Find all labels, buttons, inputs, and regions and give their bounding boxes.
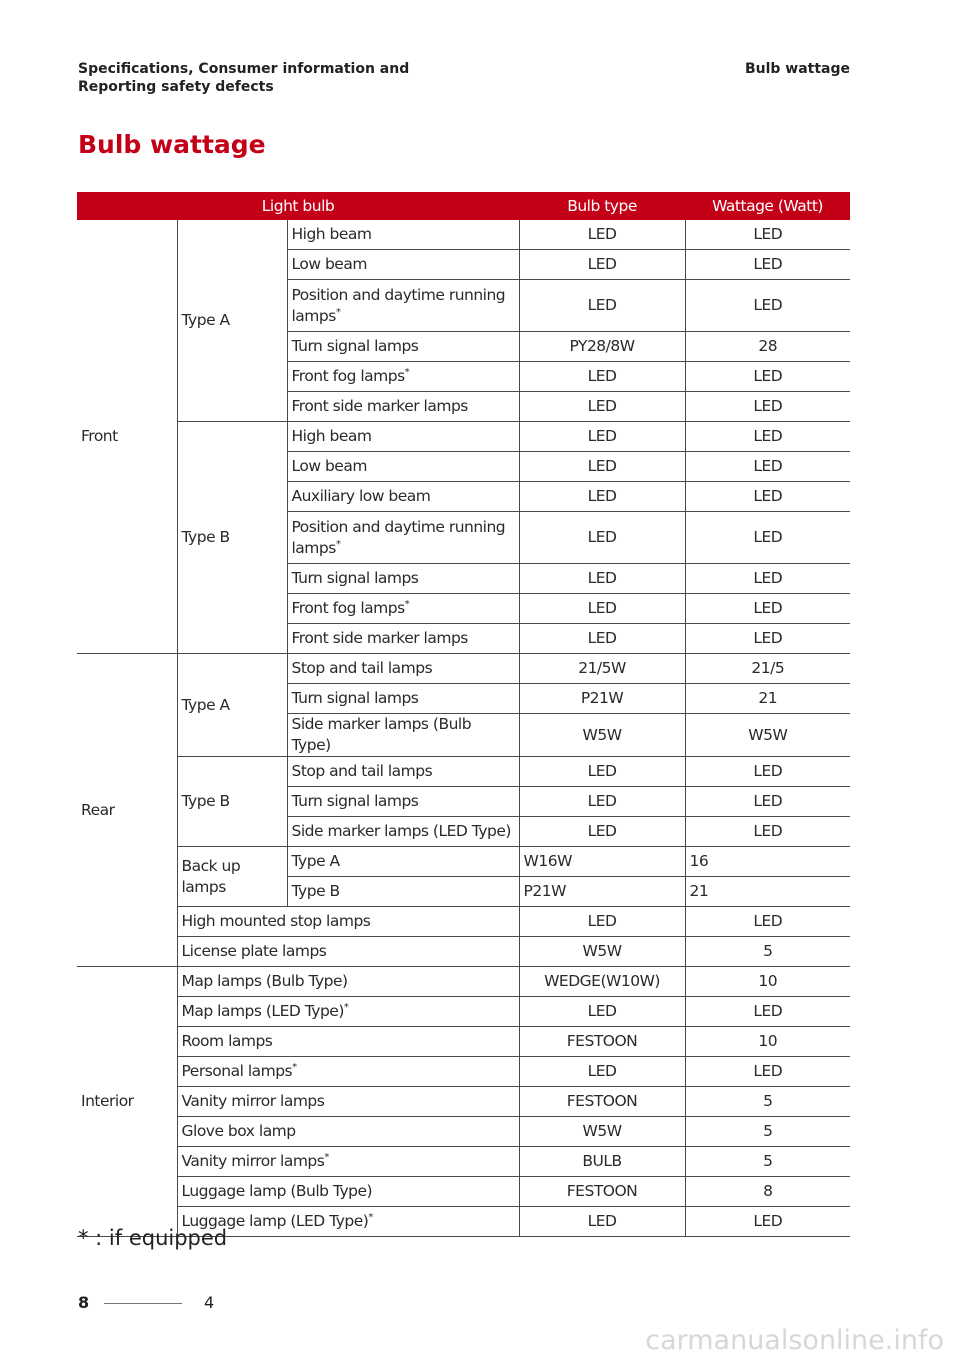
cell-item-text: Position and daytime running lamps — [291, 517, 506, 557]
running-header-line-1: Specifications, Consumer information and — [78, 61, 410, 77]
subgroup-rear-back-up-lamps: Back up lamps — [177, 847, 287, 907]
running-header-line-2: Reporting safety defects — [78, 79, 274, 95]
cell-item: Front side marker lamps — [287, 392, 519, 422]
cell-bulb-type: PY28/8W — [519, 332, 685, 362]
cell-item: Turn signal lamps — [287, 332, 519, 362]
cell-wattage: LED — [685, 392, 850, 422]
cell-wattage: LED — [685, 787, 850, 817]
bulb-wattage-table — [77, 192, 850, 1237]
cell-item — [287, 362, 519, 392]
cell-wattage: 5 — [685, 1117, 850, 1147]
cell-item: Type A — [287, 847, 519, 877]
cell-wattage: 16 — [685, 847, 850, 877]
cell-bulb-type: LED — [519, 907, 685, 937]
cell-item — [287, 512, 519, 564]
cell-wattage: 21 — [685, 877, 850, 907]
cell-bulb-type: LED — [519, 280, 685, 332]
cell-item — [287, 594, 519, 624]
cell-item: Turn signal lamps — [287, 564, 519, 594]
cell-bulb-type: LED — [519, 997, 685, 1027]
cell-bulb-type: LED — [519, 512, 685, 564]
cell-item: Turn signal lamps — [287, 684, 519, 714]
cell-item: Low beam — [287, 250, 519, 280]
cell-wattage: LED — [685, 220, 850, 250]
group-interior: Interior — [77, 967, 177, 1237]
cell-bulb-type: FESTOON — [519, 1177, 685, 1207]
equipped-asterisk: * — [324, 1151, 329, 1163]
footnote-if-equipped: * : if equipped — [78, 1226, 228, 1250]
cell-item: Turn signal lamps — [287, 787, 519, 817]
cell-item-text: Luggage lamp (LED Type) — [181, 1212, 369, 1230]
cell-wattage: 5 — [685, 1087, 850, 1117]
cell-item — [177, 1207, 519, 1237]
cell-item: Side marker lamps (LED Type) — [287, 817, 519, 847]
table-row — [77, 1087, 850, 1117]
cell-bulb-type: FESTOON — [519, 1027, 685, 1057]
cell-wattage: 10 — [685, 1027, 850, 1057]
table-row — [77, 1177, 850, 1207]
cell-wattage: LED — [685, 564, 850, 594]
page-title: Bulb wattage — [78, 130, 266, 159]
cell-wattage: 28 — [685, 332, 850, 362]
cell-wattage: LED — [685, 250, 850, 280]
cell-bulb-type: W5W — [519, 937, 685, 967]
cell-bulb-type: LED — [519, 564, 685, 594]
cell-bulb-type: LED — [519, 787, 685, 817]
cell-item-text: Front fog lamps — [291, 599, 405, 617]
table-row — [77, 907, 850, 937]
cell-bulb-type: LED — [519, 452, 685, 482]
cell-item: Stop and tail lamps — [287, 654, 519, 684]
cell-item-text: Position and daytime running lamps — [291, 285, 506, 325]
subgroup-front-type-a: Type A — [177, 220, 287, 422]
cell-item-text: Vanity mirror lamps — [181, 1152, 325, 1170]
cell-item — [287, 280, 519, 332]
cell-item: Vanity mirror lamps — [177, 1087, 519, 1117]
equipped-asterisk: * — [335, 538, 341, 550]
cell-item: High mounted stop lamps — [177, 907, 519, 937]
cell-item — [177, 1057, 519, 1087]
running-header-chapter — [78, 60, 409, 96]
page-number: 4 — [204, 1293, 215, 1312]
cell-item-text: Personal lamps — [181, 1062, 293, 1080]
table-row — [77, 757, 850, 787]
table-row — [77, 220, 850, 250]
cell-item: Auxiliary low beam — [287, 482, 519, 512]
cell-wattage: LED — [685, 624, 850, 654]
table-row — [77, 654, 850, 684]
cell-wattage: 21 — [685, 684, 850, 714]
table-row — [77, 1147, 850, 1177]
cell-wattage: LED — [685, 907, 850, 937]
cell-bulb-type: FESTOON — [519, 1087, 685, 1117]
table-row — [77, 1057, 850, 1087]
equipped-asterisk: * — [292, 1061, 297, 1073]
cell-wattage: 5 — [685, 937, 850, 967]
table-row — [77, 967, 850, 997]
cell-bulb-type: LED — [519, 362, 685, 392]
equipped-asterisk: * — [404, 366, 410, 378]
cell-item: Front side marker lamps — [287, 624, 519, 654]
subgroup-front-type-b: Type B — [177, 422, 287, 654]
cell-bulb-type: LED — [519, 1207, 685, 1237]
cell-wattage: LED — [685, 594, 850, 624]
cell-item-text: Map lamps (LED Type) — [181, 1002, 344, 1020]
cell-item-text: Front fog lamps — [291, 367, 405, 385]
col-header-wattage: Wattage (Watt) — [685, 192, 850, 220]
cell-wattage: LED — [685, 422, 850, 452]
cell-bulb-type: P21W — [519, 684, 685, 714]
cell-bulb-type: LED — [519, 817, 685, 847]
cell-wattage: LED — [685, 757, 850, 787]
cell-item: High beam — [287, 220, 519, 250]
cell-item: License plate lamps — [177, 937, 519, 967]
cell-wattage: LED — [685, 1057, 850, 1087]
cell-bulb-type: LED — [519, 624, 685, 654]
table-row — [77, 997, 850, 1027]
cell-bulb-type: 21/5W — [519, 654, 685, 684]
cell-wattage: LED — [685, 997, 850, 1027]
page-number-divider — [104, 1303, 182, 1304]
cell-bulb-type: W5W — [519, 1117, 685, 1147]
group-front: Front — [77, 220, 177, 654]
cell-bulb-type: LED — [519, 482, 685, 512]
table-row — [77, 1117, 850, 1147]
cell-wattage: LED — [685, 482, 850, 512]
equipped-asterisk: * — [343, 1001, 349, 1013]
table-row — [77, 937, 850, 967]
cell-bulb-type: WEDGE(W10W) — [519, 967, 685, 997]
cell-item: Map lamps (Bulb Type) — [177, 967, 519, 997]
cell-wattage: W5W — [685, 714, 850, 757]
cell-item: Luggage lamp (Bulb Type) — [177, 1177, 519, 1207]
cell-bulb-type: LED — [519, 392, 685, 422]
cell-wattage: 10 — [685, 967, 850, 997]
cell-wattage: LED — [685, 452, 850, 482]
cell-wattage: LED — [685, 280, 850, 332]
cell-bulb-type: LED — [519, 1057, 685, 1087]
cell-item: Side marker lamps (Bulb Type) — [287, 714, 519, 757]
running-header-section: Bulb wattage — [744, 61, 850, 77]
cell-item: Low beam — [287, 452, 519, 482]
cell-item: High beam — [287, 422, 519, 452]
cell-bulb-type: LED — [519, 220, 685, 250]
cell-bulb-type: LED — [519, 250, 685, 280]
col-header-light-bulb: Light bulb — [77, 192, 519, 220]
cell-bulb-type: LED — [519, 422, 685, 452]
cell-bulb-type: W16W — [519, 847, 685, 877]
watermark: carmanualsonline.info — [645, 1325, 944, 1356]
subgroup-rear-type-b: Type B — [177, 757, 287, 847]
page-chapter-number: 8 — [78, 1293, 90, 1312]
cell-item: Room lamps — [177, 1027, 519, 1057]
cell-bulb-type: LED — [519, 594, 685, 624]
cell-bulb-type: BULB — [519, 1147, 685, 1177]
cell-wattage: LED — [685, 1207, 850, 1237]
cell-item: Stop and tail lamps — [287, 757, 519, 787]
cell-wattage: LED — [685, 512, 850, 564]
cell-wattage: LED — [685, 362, 850, 392]
cell-wattage: 21/5 — [685, 654, 850, 684]
table-header-row — [77, 192, 850, 220]
cell-item: Type B — [287, 877, 519, 907]
cell-bulb-type: P21W — [519, 877, 685, 907]
group-rear: Rear — [77, 654, 177, 967]
equipped-asterisk: * — [335, 306, 341, 318]
col-header-bulb-type: Bulb type — [519, 192, 685, 220]
cell-item: Glove box lamp — [177, 1117, 519, 1147]
subgroup-rear-type-a: Type A — [177, 654, 287, 757]
cell-bulb-type: LED — [519, 757, 685, 787]
equipped-asterisk: * — [404, 598, 410, 610]
cell-bulb-type: W5W — [519, 714, 685, 757]
cell-wattage: LED — [685, 817, 850, 847]
cell-item — [177, 1147, 519, 1177]
cell-wattage: 5 — [685, 1147, 850, 1177]
table-row — [77, 1027, 850, 1057]
table-row — [77, 847, 850, 877]
cell-item — [177, 997, 519, 1027]
table-row — [77, 422, 850, 452]
cell-wattage: 8 — [685, 1177, 850, 1207]
equipped-asterisk: * — [368, 1211, 373, 1223]
